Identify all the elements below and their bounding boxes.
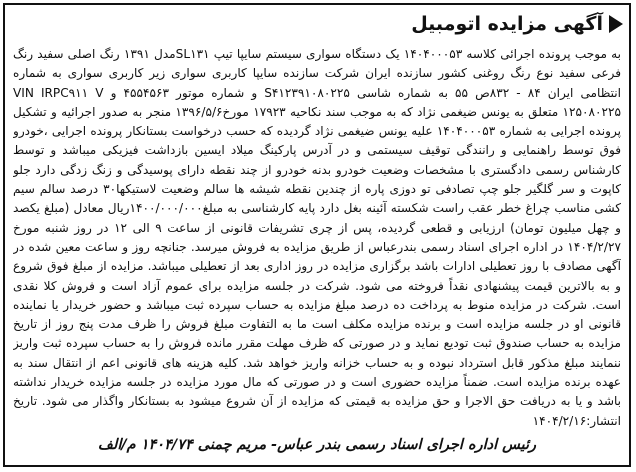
notice-body: به موجب پرونده اجرائی کلاسه ۱۴۰۴۰۰۰۵۳ یک دستگاه سواری سیستم سایپا تیپ SL۱۳۱مدل ۱۳۹۱ رنگ اصلی سفید رنگ فرعی سفید نوع رنگ روغنی کشور سازنده ایران شرکت سازنده سایپا کاربری سواری زیر کاربری سواری به شماره انتظامی ایران ۸۴ - ۸۳۲ص ۵۵ به شماره شاسی S۴۱۲۳۹۱۰۸۰۲۲۵ و شماره موتور ۴۵۵۴۵۶۳ و VIN IRPC۹۱۱ V ۱۲۵۰۸۰۲۲۵ متعلق به یونس ضیغمی نژاد که به موجب سند نکاحیه ۱۷۹۲۳ مورخ۱۳۹۶/۵/۶ منجر به صدور اجرائیه و تشکیل پرونده اجرایی به شماره ۱۴۰۴۰۰۰۵۳ علیه یونس ضیغمی نژاد گردیده که حسب درخواست بستانکار پرونده اجرایی ،خودرو فوق توسط راهنمایی و رانندگی توقیف سیستمی و در آدرس پارکینگ میلاد ایسین بازداشت فیزیکی میباشد و توسط کارشناس رسمی دادگستری با مشخصات وضعیت خودرو بدنه خودرو از چند نقطه دارای پوسیدگی و زنگ زدگی دارد جلو کاپوت و سر گلگیر جلو چپ تصادفی تو دوزی پاره از چندین نقطه شیشه ها سالم وضعیت لاستیکها۳۰ درصد سالم سیم کشی مناسب چراغ خطر عقب راست شکسته آئینه بغل دارد پایه کارشناسی به مبلغ۱۴۰۰/۰۰۰/۰۰۰ریال معادل (مبلغ یکصد و چهل میلیون تومان) ارزیابی و قطعی گردیده، پس از چری تشریفات قانونی از ساعت ۹ الی ۱۲ در روز شنبه مورخ ۱۴۰۴/۲/۲۷ در اداره اجرای اسناد رسمی بندرعباس از طریق مزایده به فروش میرسد. جنانچه روز و ساعت معین شده در آگهی مصادف با روز تعطیلی ادارات باشد برگزاری مزایده در روز اداری بعد از تعطیلی میباشد. مزایده از مبلغ فوق شروع و به بالاترین قیمت پیشنهادی نقداً فروخته می شود. شرکت در جلسه مزایده برای عموم آزاد است و فروش کلا نقدی است. شرکت در مزایده منوط به پرداخت ده درصد مبلغ مزایده به حساب سپرده ثبت میباشد و حضور خریدار یا نماینده قانونی او در جلسه مزایده است و برنده مزایده مکلف است ما به التفاوت مبلغ فروش را ظرف مدت پنج روز از تاریخ مزایده به حساب صندوق ثبت تودیع نماید و در صورتی که ظرف مهلت مقرر مانده فروش را به حساب سپرده ثبت واریز ننمایند مبلغ مذکور قابل استرداد نبوده و به حساب خزانه واریز خواهد شد. کلیه هزینه های قانونی اعم از انتقال سند به عهده برنده مزایده است. ضمناً مزایده حضوری است و در صورتی که مال مورد مزایده در جلسه مزایده خریدار نداشته باشد و یا به دریافت حق الاجرا و حق مزایده به قیمتی که مزایده از آن شروع میشود به بستانکار واگذار می شود. تاریخ انتشار:۱۴۰۴/۲/۱۶ xyxy=(13,47,621,428)
notice-signature: رئیس اداره اجرای اسناد رسمی بندر عباس- مریم چمنی ۱۴۰۴/۷۴ م/الف xyxy=(97,437,537,453)
notice-title: آگهی مزایده اتومبیل xyxy=(411,13,603,35)
notice-frame xyxy=(3,3,631,467)
notice-header xyxy=(411,9,623,39)
triangle-arrow-icon xyxy=(609,15,623,33)
